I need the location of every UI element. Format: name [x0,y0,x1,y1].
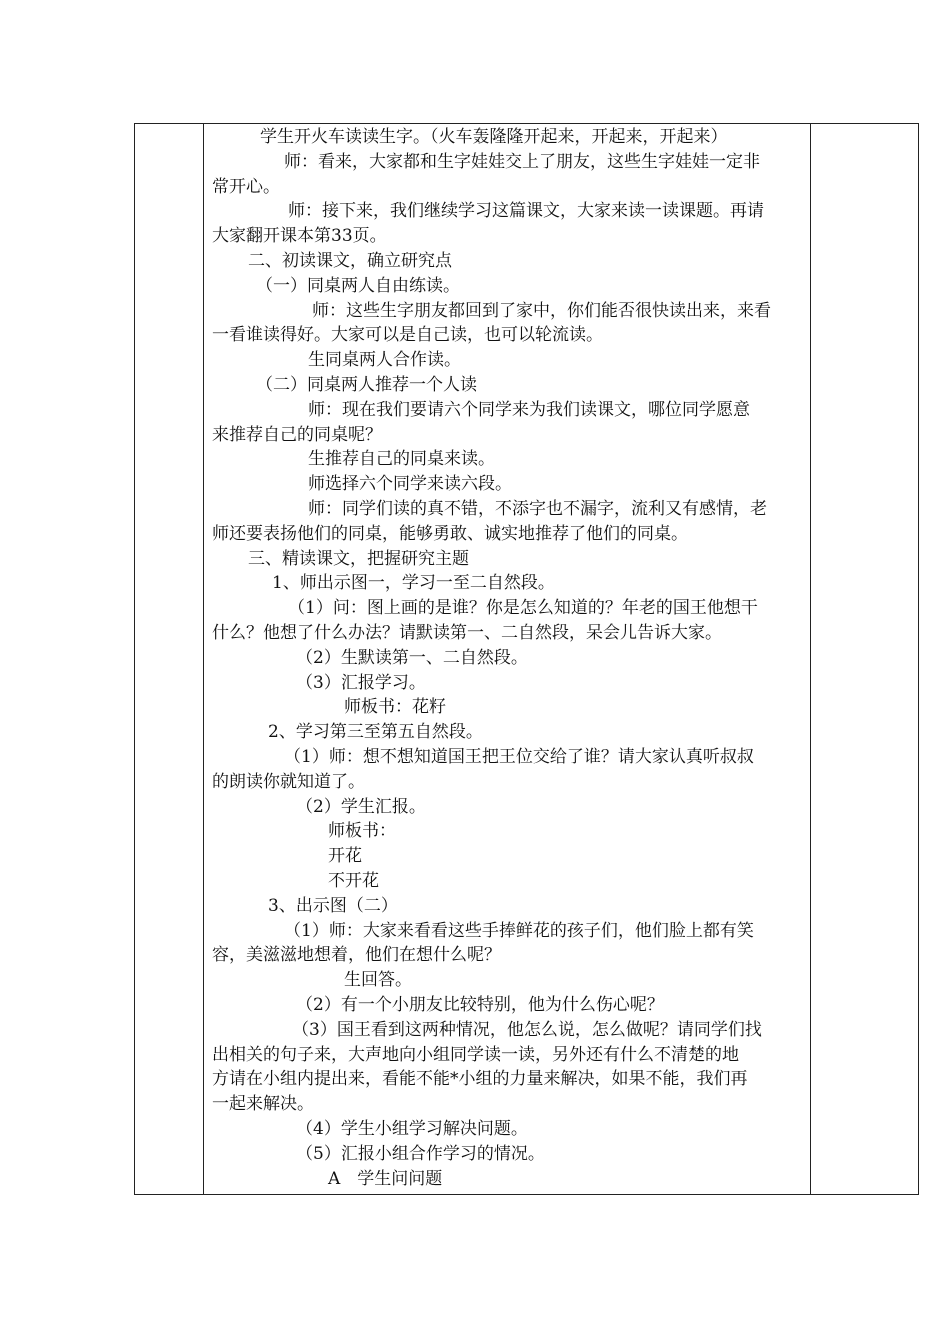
text-line: 容，美滋滋地想着，他们在想什么呢？ [212,945,501,966]
text-line: （3）国王看到这两种情况，他怎么说，怎么做呢？请同学们找 [292,1019,762,1040]
text-line: 大家翻开课本第33页。 [212,226,387,247]
text-line: （2）生默读第一、二自然段。 [296,647,528,668]
text-line: （2）学生汇报。 [296,796,426,817]
text-line: 开花 [328,846,362,867]
text-line: A 学生问问题 [328,1168,443,1189]
text-line: 2、学习第三至第五自然段。 [268,722,483,743]
text-line: （1）师：大家来看看这些手捧鲜花的孩子们，他们脸上都有笑 [284,920,754,941]
text-line: （一）同桌两人自由练读。 [256,275,460,296]
text-line: 师选择六个同学来读六段。 [308,474,512,495]
text-line: 什么？他想了什么办法？请默读第一、二自然段，呆会儿告诉大家。 [212,623,722,643]
text-line: 学生开火车读读生字。（火车轰隆隆开起来，开起来，开起来） [260,127,728,147]
text-line: 不开花 [328,871,379,891]
text-line: 3、出示图（二） [268,895,398,916]
text-line: 师：现在我们要请六个同学来为我们读课文，哪位同学愿意 [308,399,750,420]
text-line: 师：看来，大家都和生字娃娃交上了朋友，这些生字娃娃一定非 [284,151,760,172]
text-line: （1）问：图上画的是谁？你是怎么知道的？年老的国王他想干 [288,598,758,619]
text-line: 师板书： [328,821,396,842]
text-line: 生推荐自己的同桌来读。 [308,449,495,470]
right-column-divider [810,124,811,1194]
text-line: （4）学生小组学习解决问题。 [296,1119,528,1139]
text-line: 三、精读课文，把握研究主题 [248,548,469,569]
text-line: 1、师出示图一，学习一至二自然段。 [272,573,555,594]
text-line: （2）有一个小朋友比较特别，他为什么伤心呢？ [296,995,664,1015]
text-line: 师：同学们读的真不错，不添字也不漏字，流利又有感情，老 [308,499,767,519]
text-line: （1）师：想不想知道国王把王位交给了谁？请大家认真听叔叔 [284,747,754,767]
text-line: 一看谁读得好。大家可以是自己读，也可以轮流读。 [212,325,603,346]
text-line: 的朗读你就知道了。 [212,771,365,792]
text-line: 生回答。 [344,970,412,991]
left-column-divider [203,124,204,1194]
text-line: （二）同桌两人推荐一个人读 [256,375,477,395]
text-line: 师：这些生字朋友都回到了家中，你们能否很快读出来，来看 [312,300,771,321]
text-line: 一起来解决。 [212,1094,314,1115]
text-line: 师：接下来，我们继续学习这篇课文，大家来读一读课题。再请 [288,201,764,222]
text-line: （3）汇报学习。 [296,672,426,693]
text-line: 方请在小组内提出来，看能不能*小组的力量来解决，如果不能，我们再 [212,1069,748,1090]
text-line: 师板书：花籽 [344,697,446,718]
text-line: 常开心。 [212,176,280,197]
text-line: 来推荐自己的同桌呢？ [212,424,382,445]
text-line: 出相关的句子来，大声地向小组同学读一读，另外还有什么不清楚的地 [212,1044,739,1065]
text-line: 生同桌两人合作读。 [308,350,461,371]
text-line: 二、初读课文，确立研究点 [248,251,452,271]
text-line: 师还要表扬他们的同桌，能够勇敢、诚实地推荐了他们的同桌。 [212,523,688,544]
text-line: （5）汇报小组合作学习的情况。 [296,1143,545,1164]
